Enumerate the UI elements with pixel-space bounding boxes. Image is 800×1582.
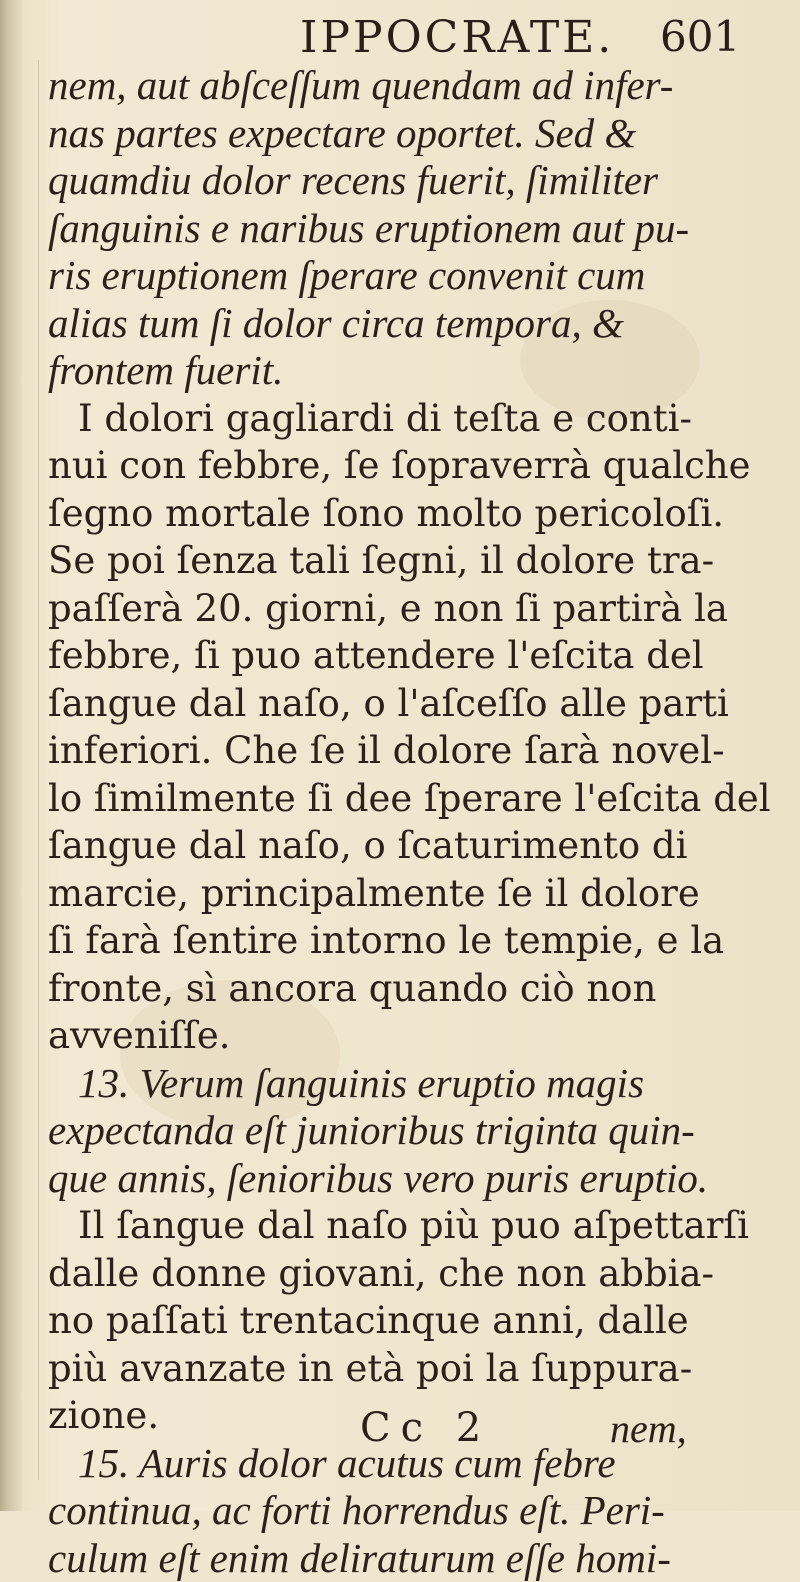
text-line: dalle donne giovani, che non abbia- bbox=[48, 1250, 788, 1298]
text-line: Il ſangue dal naſo più puo aſpettarſi bbox=[48, 1202, 788, 1250]
text-line: expectanda eſt junioribus triginta quin- bbox=[48, 1107, 788, 1155]
text-line: nem, aut abſceſſum quendam ad infer- bbox=[48, 62, 788, 110]
text-line: ſanguinis e naribus eruptionem aut pu- bbox=[48, 205, 788, 253]
text-line: quamdiu dolor recens fuerit, ſimiliter bbox=[48, 157, 788, 205]
text-line: febbre, ſi puo attendere l'eſcita del bbox=[48, 632, 788, 680]
text-line: nui con febbre, ſe ſopraverrà qualche bbox=[48, 442, 788, 490]
text-line: Se poi ſenza tali ſegni, il dolore tra- bbox=[48, 537, 788, 585]
body-text bbox=[48, 62, 788, 1582]
gutter-shadow-line bbox=[38, 60, 39, 1480]
text-line: culum eſt enim deliraturum eſſe homi- bbox=[48, 1535, 788, 1582]
running-head: IPPOCRATE. bbox=[300, 12, 614, 63]
text-line: que annis, ſenioribus vero puris eruptio. bbox=[48, 1155, 788, 1203]
page-header bbox=[0, 8, 800, 68]
text-line: paſſerà 20. giorni, e non ſi partirà la bbox=[48, 585, 788, 633]
text-line: ſegno mortale ſono molto pericoloſi. bbox=[48, 490, 788, 538]
text-line: frontem fuerit. bbox=[48, 347, 788, 395]
text-line: marcie, principalmente ſe il dolore bbox=[48, 870, 788, 918]
catchword: nem, bbox=[610, 1405, 687, 1452]
text-line: continua, ac forti horrendus eſt. Peri- bbox=[48, 1487, 788, 1535]
page-number: 601 bbox=[660, 12, 740, 61]
page-gutter bbox=[0, 0, 22, 1511]
text-line: ſi farà ſentire intorno le tempie, e la bbox=[48, 917, 788, 965]
text-line: fronte, sì ancora quando ciò non bbox=[48, 965, 788, 1013]
text-line: 15. Auris dolor acutus cum febre bbox=[48, 1440, 788, 1488]
text-line: avveniſſe. bbox=[48, 1012, 788, 1060]
text-line: ris eruptionem ſperare convenit cum bbox=[48, 252, 788, 300]
text-line: lo ſimilmente ſi dee ſperare l'eſcita del bbox=[48, 775, 788, 823]
text-line: nas partes expectare oportet. Sed & bbox=[48, 110, 788, 158]
text-line: zione. bbox=[48, 1392, 788, 1440]
text-line: no paſſati trentacinque anni, dalle bbox=[48, 1297, 788, 1345]
text-line: ſangue dal naſo, o l'aſceſſo alle parti bbox=[48, 680, 788, 728]
text-line: ſangue dal naſo, o ſcaturimento di bbox=[48, 822, 788, 870]
text-line: I dolori gagliardi di teſta e conti- bbox=[48, 395, 788, 443]
text-line: inferiori. Che ſe il dolore ſarà novel- bbox=[48, 727, 788, 775]
text-line: 13. Verum ſanguinis eruptio magis bbox=[48, 1060, 788, 1108]
text-line: alias tum ſi dolor circa tempora, & bbox=[48, 300, 788, 348]
page-footer bbox=[360, 1405, 780, 1453]
text-line: più avanzate in età poi la ſuppura- bbox=[48, 1345, 788, 1393]
signature-mark: Cc 2 bbox=[360, 1405, 491, 1451]
